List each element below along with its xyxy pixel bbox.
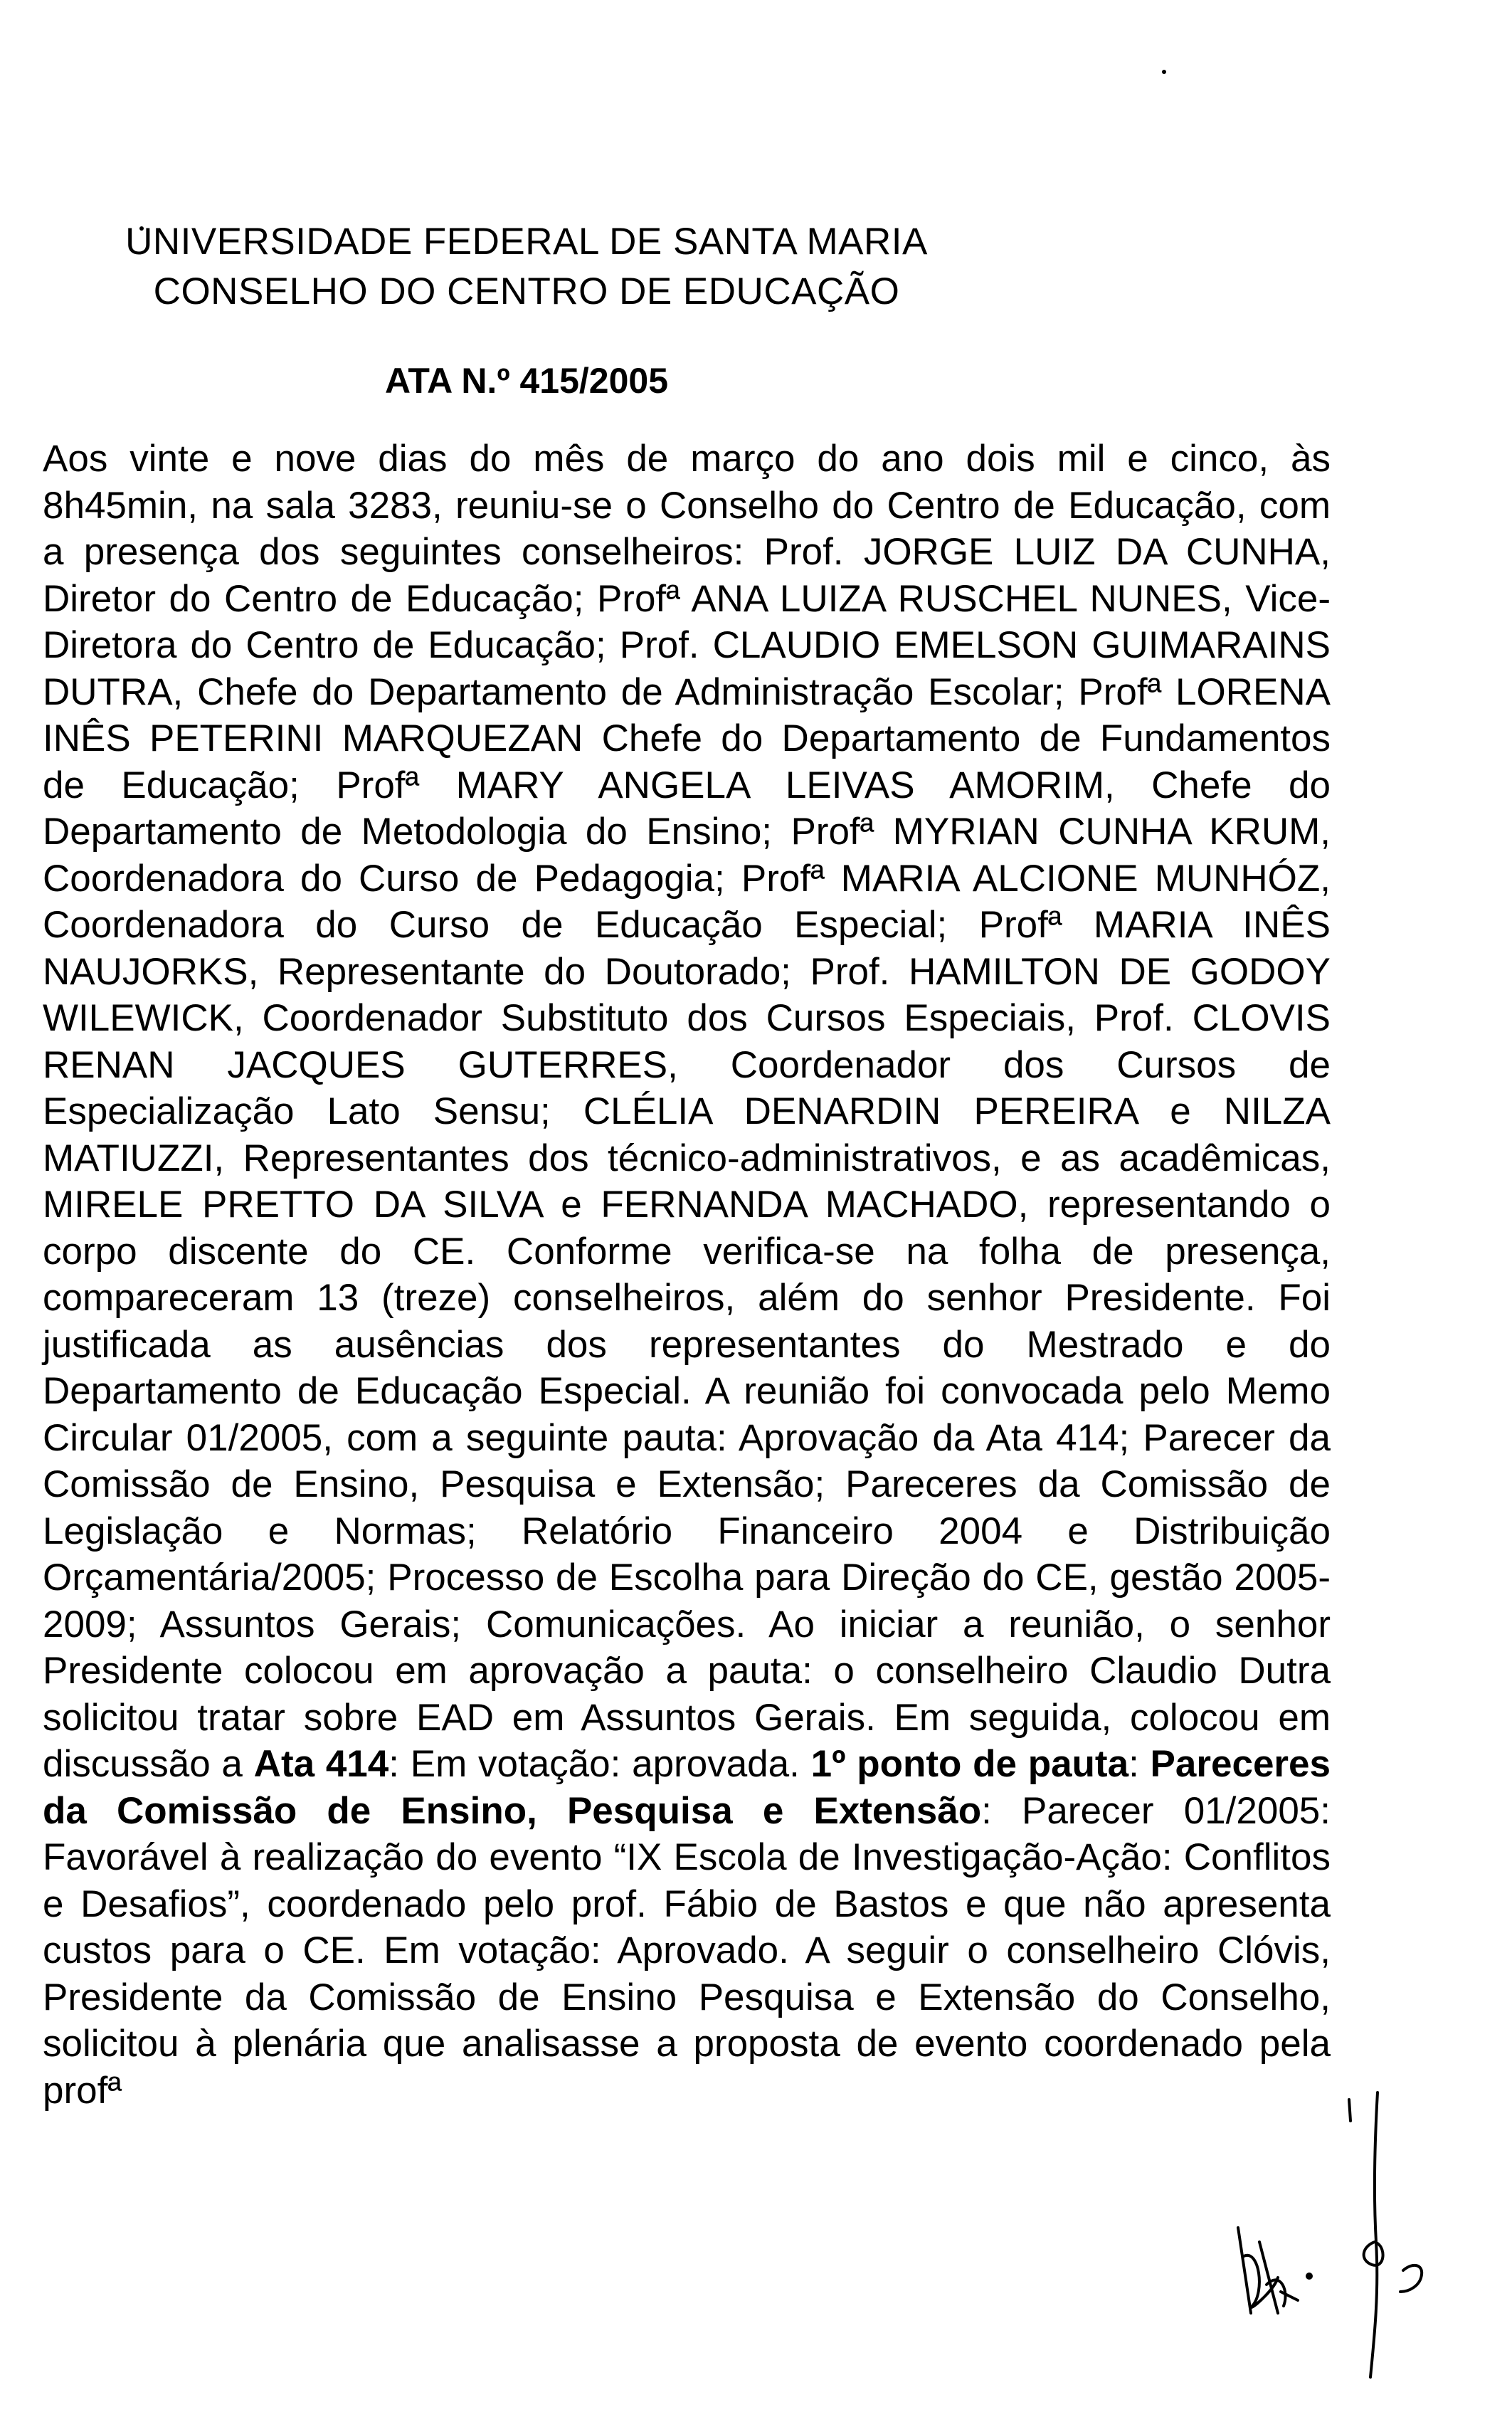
minutes-text: : Em votação: aprovada. bbox=[388, 1743, 811, 1785]
handwritten-signature bbox=[1210, 2078, 1437, 2391]
scan-speck bbox=[1162, 70, 1166, 74]
minutes-text: Aos vinte e nove dias do mês de março do ano dois mil e cinco, às 8h45min, na sala 3283, reuniu-se o Conselho do Centro de Educação, com a presença dos seguintes conselheiros: Prof. JORGE LUIZ DA CUNHA, Diretor do Centro de Educação; Profª ANA LUIZA RUSCHEL NUNES, Vice-Diretora do Centro de Educação; Prof. CLAUDIO EMELSON GUIMARAINS DUTRA, Chefe do Departamento de Administração Escolar; Profª LORENA INÊS PETERINI MARQUEZAN Chefe do Departamento de Fundamentos de Educação; Profª MARY ANGELA LEIVAS AMORIM, Chefe do Departamento de Metodologia do Ensino; Profª MYRIAN CUNHA KRUM, Coordenadora do Curso de Pedagogia; Profª MARIA ALCIONE MUNHÓZ, Coordenadora do Curso de Educação Especial; Profª MARIA INÊS NAUJORKS, Representante do Doutorado; Prof. HAMILTON DE GODOY WILEWICK, Coordenador Substituto dos Cursos Especiais, Prof. CLOVIS RENAN JACQUES GUTERRES, Coordenador dos Cursos de Especialização Lato Sensu; CLÉLIA DENARDIN PEREIRA e NILZA MATIUZZI, Representantes dos técnico-administrativos, e as acadêmicas, MIRELE PRETTO DA SILVA e FERNANDA MACHADO, representando o corpo discente do CE. Conforme verifica-se na folha de presença, compareceram 13 (treze) conselheiros, além do senhor Presidente. Foi justificada as ausências dos representantes do Mestrado e do Departamento de Educação Especial. A reunião foi convocada pelo Memo Circular 01/2005, com a seguinte pauta: Aprovação da Ata 414; Parecer da Comissão de Ensino, Pesquisa e Extensão; Pareceres da Comissão de Legislação e Normas; Relatório Financeiro 2004 e Distribuição Orçamentária/2005; Processo de Escolha para Direção do CE, gestão 2005-2009; Assuntos Gerais; Comunicações. Ao iniciar a reunião, o senhor Presidente colocou em aprovação a pauta: o conselheiro Claudio Dutra solicitou tratar sobre EAD em Assuntos Gerais. Em seguida, colocou em discussão a bbox=[43, 438, 1331, 1785]
minutes-text: : Parecer 01/2005: Favorável à realização do evento “IX Escola de Investigação-Ação: Conflitos e Desafios”, coordenado pelo prof. Fábio de Bastos e que não apresenta custos para o CE. Em votação: Aprovado. A seguir o conselheiro Clóvis, Presidente da Comissão de Ensino Pesquisa e Extensão do Conselho, solicitou à plenária que analisasse a proposta de evento coordenado pela profª bbox=[43, 1789, 1331, 2112]
minutes-text: : bbox=[1128, 1743, 1151, 1785]
ata-414-bold: Ata 414 bbox=[253, 1743, 389, 1785]
ata-title: ATA N.º 415/2005 bbox=[384, 361, 669, 401]
document-header bbox=[0, 217, 1053, 317]
minutes-body bbox=[43, 436, 1331, 2114]
ponto-de-pauta-bold: 1º ponto de pauta bbox=[810, 1743, 1129, 1785]
pareceres-bold: Pareceres da Comissão de Ensino, Pesquisa e Extensão bbox=[43, 1743, 1331, 1832]
council-name: CONSELHO DO CENTRO DE EDUCAÇÃO bbox=[153, 270, 900, 312]
university-name: UNIVERSIDADE FEDERAL DE SANTA MARIA bbox=[125, 221, 928, 263]
